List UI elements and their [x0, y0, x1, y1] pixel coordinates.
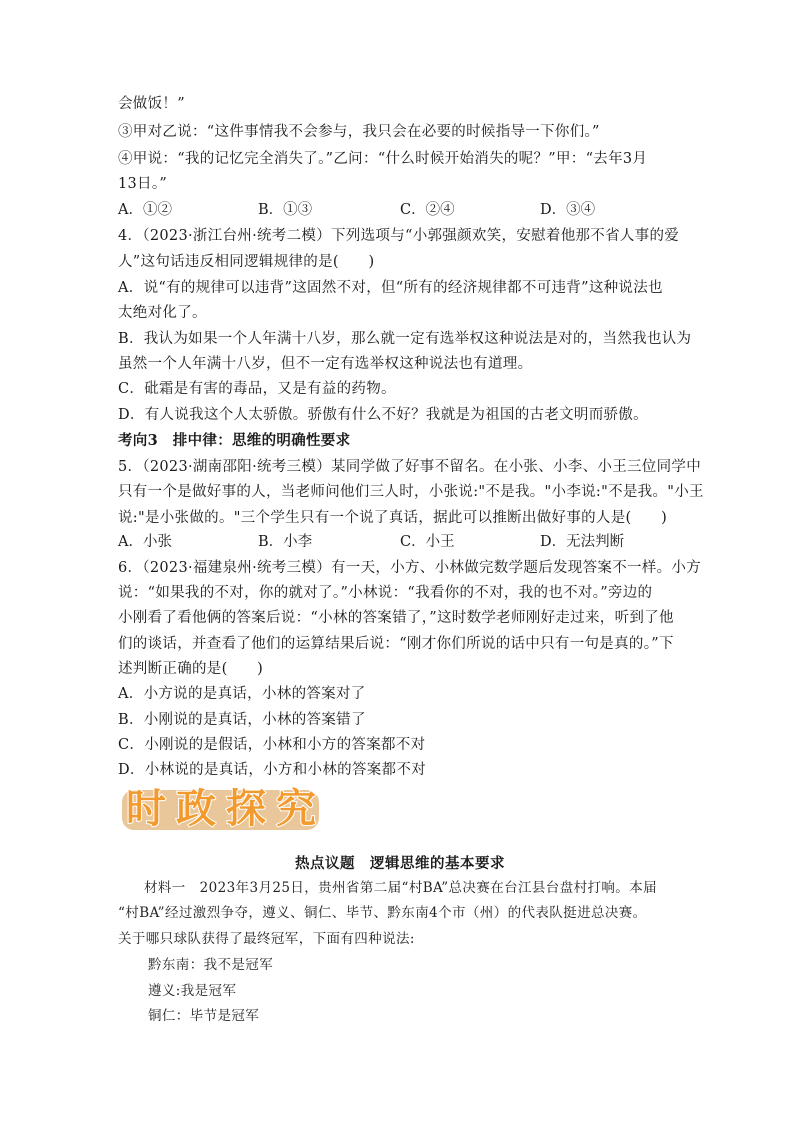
q6-option-d: D．小林说的是真话，小方和小林的答案都不对	[118, 762, 426, 778]
q3-option-d: D．③④	[540, 202, 596, 218]
q3-option-b: B．①③	[258, 202, 313, 218]
q4-option-a-line-2: 太绝对化了。	[118, 305, 207, 321]
material-line-3: 关于哪只球队获得了最终冠军，下面有四种说法:	[118, 931, 415, 947]
material-line-1: 材料一 2023年3月25日，贵州省第二届“村BA”总决赛在台江县台盘村打响。本届	[144, 880, 658, 896]
hot-topic-title: 热点议题 逻辑思维的基本要求	[295, 855, 505, 872]
q3-option-a: A．①②	[118, 202, 172, 218]
claim-zunyi: 遵义:我是冠军	[148, 983, 237, 999]
q4-option-d: D．有人说我这个人太骄傲。骄傲有什么不好？我就是为祖国的古老文明而骄傲。	[118, 407, 648, 423]
q3-line-a: 会做饭！”	[118, 96, 185, 112]
q6-stem-line-3: 小刚看了看他俩的答案后说：“小林的答案错了，”这时数学老师刚好走过来，听到了他	[118, 610, 674, 626]
q6-option-c: C．小刚说的是假话，小林和小方的答案都不对	[118, 737, 426, 753]
q3-line-b: ③甲对乙说：“这件事情我不会参与，我只会在必要的时候指导一下你们。”	[118, 124, 600, 140]
banner-char-jiu: 究	[276, 786, 316, 832]
q6-stem-line-2: 说：“如果我的不对，你的就对了。”小林说：“我看你的不对，我的也不对。”旁边的	[118, 585, 653, 601]
q5-option-b: B．小李	[258, 534, 313, 550]
material-line-2: “村BA”经过激烈争夺，遵义、铜仁、毕节、黔东南4个市（州）的代表队挺进总决赛。	[118, 905, 647, 921]
banner-char-tan: 探	[226, 786, 266, 832]
section-heading: 考向3 排中律：思维的明确性要求	[118, 432, 351, 449]
claim-tongren: 铜仁：毕节是冠军	[148, 1008, 260, 1024]
banner-char-shi: 时	[126, 786, 166, 832]
banner-char-zheng: 政	[176, 786, 216, 832]
q4-option-c: C．砒霜是有害的毒品，又是有益的药物。	[118, 381, 396, 397]
q3-line-c: ④甲说：“我的记忆完全消失了。”乙问：“什么时候开始消失的呢？”甲：“去年3月	[118, 151, 648, 167]
q5-stem-line-3: 说:"是小张做的。"三个学生只有一个说了真话，据此可以推断出做好事的人是( )	[118, 510, 668, 526]
q6-option-b: B．小刚说的是真话，小林的答案错了	[118, 712, 366, 728]
q6-stem-line-1: 6．（2023·福建泉州·统考三模）有一天，小方、小林做完数学题后发现答案不一样。小方	[118, 560, 701, 576]
current-affairs-banner	[118, 782, 323, 834]
q4-option-b-line-1: B．我认为如果一个人年满十八岁，那么就一定有选举权这种说法是对的，当然我也认为	[118, 331, 692, 347]
q3-option-c: C．②④	[400, 202, 455, 218]
q5-option-a: A．小张	[118, 534, 172, 550]
claim-qiandongnan: 黔东南：我不是冠军	[148, 957, 274, 973]
q3-line-d: 13日。”	[118, 176, 168, 192]
q4-option-b-line-2: 虽然一个人年满十八岁，但不一定有选举权这种说法也有道理。	[118, 356, 533, 372]
q5-stem-line-1: 5．（2023·湖南邵阳·统考三模）某同学做了好事不留名。在小张、小李、小王三位同学中	[118, 459, 701, 475]
q4-stem-line-2: 人”这句话违反相同逻辑规律的是( )	[118, 254, 375, 270]
q4-stem-line-1: 4．（2023·浙江台州·统考二模）下列选项与“小郭强颜欢笑，安慰着他那不省人事的爱	[118, 228, 680, 244]
q5-option-d: D．无法判断	[540, 534, 625, 550]
q6-stem-line-4: 们的谈话，并查看了他们的运算结果后说：“刚才你们所说的话中只有一句是真的。”下	[118, 636, 674, 652]
q5-option-c: C．小王	[400, 534, 455, 550]
q4-option-a-line-1: A．说“有的规律可以违背”这固然不对，但“所有的经济规律都不可违背”这种说法也	[118, 280, 663, 296]
q5-stem-line-2: 只有一个是做好事的人，当老师问他们三人时，小张说:"不是我。"小李说:"不是我。"小王	[118, 484, 704, 500]
q6-stem-line-5: 述判断正确的是( )	[118, 661, 264, 677]
q6-option-a: A．小方说的是真话，小林的答案对了	[118, 686, 366, 702]
